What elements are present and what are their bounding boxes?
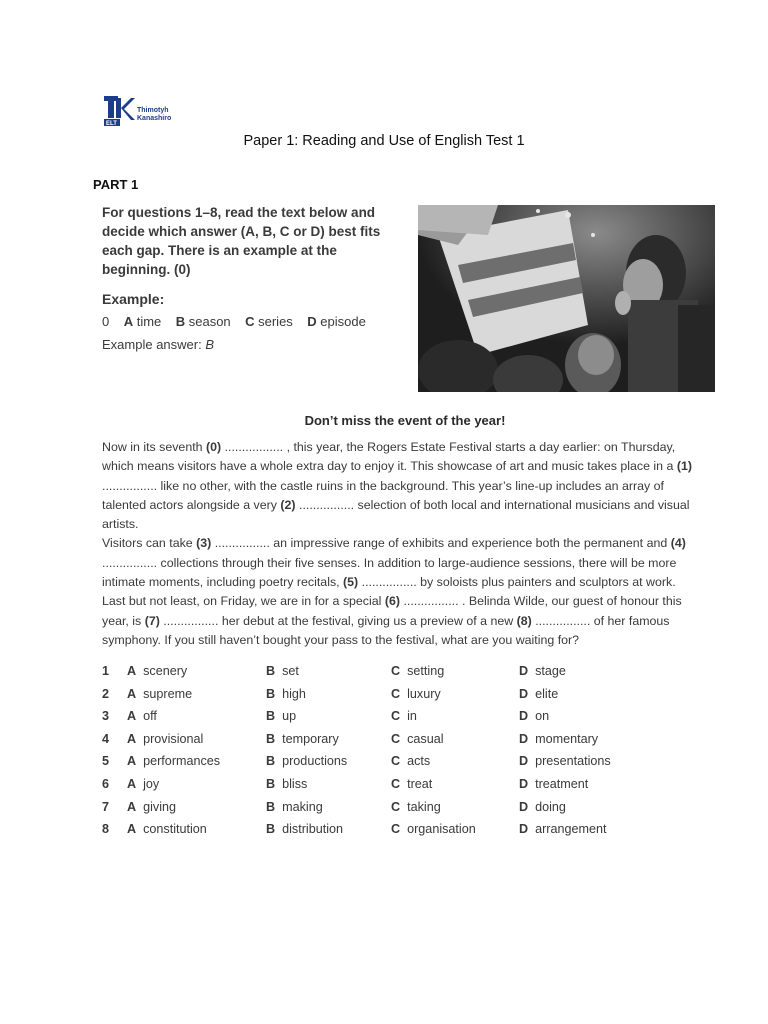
option-letter: A xyxy=(127,664,137,678)
option-letter: B xyxy=(266,664,276,678)
option-a xyxy=(127,800,176,814)
question-row xyxy=(102,687,642,710)
question-number: 3 xyxy=(102,709,110,724)
gap-number: (0) xyxy=(206,440,222,454)
article-text: Now in its seventh xyxy=(102,440,206,454)
option-letter: D xyxy=(519,822,529,837)
option-a xyxy=(127,664,187,678)
option-d xyxy=(519,777,588,791)
option-c xyxy=(391,709,417,723)
option-word: treat xyxy=(407,776,433,791)
option-letter: B xyxy=(266,822,276,837)
question-number: 1 xyxy=(102,664,110,678)
question-row xyxy=(102,664,642,687)
example-answer-value: B xyxy=(205,337,215,352)
option-word: performances xyxy=(143,754,221,769)
question-row xyxy=(102,754,642,777)
option-a xyxy=(127,822,207,836)
option-b xyxy=(266,777,307,791)
option-letter: D xyxy=(519,664,529,678)
option-word: treatment xyxy=(535,776,589,791)
option-word: provisional xyxy=(143,731,204,746)
option-c xyxy=(391,777,432,791)
gap-number: (5) xyxy=(343,575,359,590)
option-word: elite xyxy=(535,686,559,701)
option-word: momentary xyxy=(535,731,599,746)
option-d xyxy=(519,754,611,768)
option-d xyxy=(519,664,566,678)
example-word: series xyxy=(258,314,293,329)
gap-number: (2) xyxy=(280,497,296,512)
example-number: 0 xyxy=(102,314,110,329)
option-c xyxy=(391,687,441,701)
option-b xyxy=(266,709,296,723)
article-text: ................ selection of both local and international musicians and visual artists. xyxy=(102,497,690,532)
option-word: luxury xyxy=(407,686,441,701)
article-body xyxy=(102,438,702,650)
option-a xyxy=(127,754,220,768)
option-letter: B xyxy=(266,731,276,746)
option-word: setting xyxy=(407,664,445,678)
article-text: ................ collections through their five senses. In addition to large-audience sessions, there will be more intimate moments, including poetry recitals, xyxy=(102,555,677,590)
option-word: on xyxy=(535,709,550,724)
option-word: in xyxy=(407,709,417,724)
article-text: ................ by soloists plus painters and sculptors at work. Last but not least, on Friday, we are in for a special xyxy=(102,575,676,609)
option-b xyxy=(266,664,299,678)
option-letter: C xyxy=(391,754,401,769)
article-paragraph-2 xyxy=(102,534,702,650)
option-d xyxy=(519,800,566,814)
article-text: ................ her debut at the festival, giving us a preview of a new xyxy=(159,613,517,628)
option-letter: C xyxy=(391,799,401,814)
question-number: 8 xyxy=(102,822,110,837)
example-word: episode xyxy=(320,314,366,329)
option-word: arrangement xyxy=(535,822,607,837)
option-word: supreme xyxy=(143,686,193,701)
option-word: stage xyxy=(535,664,566,678)
option-word: joy xyxy=(143,776,160,791)
question-number: 2 xyxy=(102,686,110,701)
example-label: Example: xyxy=(102,291,165,307)
logo xyxy=(104,96,184,128)
option-letter: D xyxy=(519,776,529,791)
question-number: 4 xyxy=(102,731,110,746)
option-word: set xyxy=(282,664,299,678)
example-letter: B xyxy=(175,314,186,329)
option-word: constitution xyxy=(143,822,207,837)
option-word: up xyxy=(282,709,297,724)
article-text: ................ an impressive range of exhibits and experience both the permanent and xyxy=(211,536,671,551)
option-word: productions xyxy=(282,754,348,769)
gap-number: (4) xyxy=(670,536,686,551)
photo-illustration xyxy=(418,205,715,392)
answer-options xyxy=(102,664,642,845)
example-letter: A xyxy=(123,314,134,329)
option-d xyxy=(519,709,549,723)
gap-number: (7) xyxy=(144,613,160,628)
article-text: Visitors can take xyxy=(102,536,197,551)
option-d xyxy=(519,687,558,701)
question-row xyxy=(102,709,642,732)
option-letter: C xyxy=(391,776,401,791)
option-letter: C xyxy=(391,822,401,837)
option-a xyxy=(127,709,157,723)
example-word: season xyxy=(188,314,231,329)
option-c xyxy=(391,732,444,746)
option-letter: D xyxy=(519,754,529,769)
option-word: organisation xyxy=(407,822,476,837)
option-word: temporary xyxy=(282,731,339,746)
option-c xyxy=(391,800,441,814)
option-letter: D xyxy=(519,686,529,701)
option-letter: B xyxy=(266,686,276,701)
option-word: high xyxy=(282,686,306,701)
option-letter: A xyxy=(127,731,137,746)
option-word: making xyxy=(282,799,323,814)
option-b xyxy=(266,732,339,746)
option-a xyxy=(127,687,192,701)
option-word: off xyxy=(143,709,157,724)
logo-name-line1: Thimotyh xyxy=(137,107,169,114)
option-letter: D xyxy=(519,799,529,814)
option-letter: A xyxy=(127,776,137,791)
option-letter: A xyxy=(127,686,137,701)
option-c xyxy=(391,664,444,678)
option-word: scenery xyxy=(143,664,188,678)
article-text: ................ of her famous symphony. If you still haven’t bought your pass to the festival, what are you waiting for? xyxy=(102,613,670,647)
article-text: ................ . Belinda Wilde, our guest of honour this year, is xyxy=(102,594,682,628)
logo-name-line2: Kanashiro xyxy=(137,115,172,122)
festival-photo xyxy=(418,205,715,392)
option-word: distribution xyxy=(282,822,344,837)
example-word: time xyxy=(136,314,162,329)
article-title: Don’t miss the event of the year! xyxy=(304,413,506,428)
question-row xyxy=(102,732,642,755)
example-options xyxy=(102,314,366,329)
gap-number: (3) xyxy=(196,536,212,551)
question-number: 7 xyxy=(102,799,110,814)
option-word: acts xyxy=(407,754,431,769)
option-letter: B xyxy=(266,754,276,769)
gap-number: (6) xyxy=(384,594,400,609)
gap-number: (1) xyxy=(676,459,692,474)
instructions: For questions 1–8, read the text below and decide which answer (A, B, C or D) best fits each gap. There is an example at the beginning. (0) xyxy=(102,205,381,277)
option-a xyxy=(127,732,203,746)
option-letter: A xyxy=(127,799,137,814)
gap-number: (8) xyxy=(516,613,532,628)
example-answer-label: Example answer: xyxy=(102,337,202,352)
article-text: ................ like no other, with the castle ruins in the background. This year’s line-up includes an array of talented actors alongside a very xyxy=(102,478,665,512)
question-row xyxy=(102,777,642,800)
option-letter: A xyxy=(127,822,137,837)
option-letter: C xyxy=(391,709,401,724)
option-d xyxy=(519,822,607,836)
article-text: ................. , this year, the Rogers Estate Festival starts a day earlier: on Thursday, which means visitors have a whole extra day to enjoy it. This showcase of art and music takes place in a xyxy=(102,440,677,474)
question-number: 6 xyxy=(102,776,110,791)
question-row xyxy=(102,822,642,845)
option-letter: B xyxy=(266,776,276,791)
option-d xyxy=(519,732,598,746)
option-word: doing xyxy=(535,799,566,814)
option-word: taking xyxy=(407,799,441,814)
question-row xyxy=(102,800,642,823)
option-letter: B xyxy=(266,799,276,814)
option-letter: C xyxy=(391,731,401,746)
part-heading: PART 1 xyxy=(93,177,139,192)
option-b xyxy=(266,754,347,768)
option-b xyxy=(266,800,323,814)
example-letter: C xyxy=(245,314,255,329)
option-b xyxy=(266,687,306,701)
option-letter: D xyxy=(519,731,529,746)
option-c xyxy=(391,822,476,836)
question-number: 5 xyxy=(102,754,110,769)
option-letter: C xyxy=(391,664,401,678)
option-word: casual xyxy=(407,731,444,746)
example-answer xyxy=(102,337,214,352)
option-letter: B xyxy=(266,709,276,724)
svg-text:ELT: ELT xyxy=(106,121,117,127)
option-a xyxy=(127,777,159,791)
option-letter: A xyxy=(127,754,137,769)
option-letter: C xyxy=(391,686,401,701)
option-c xyxy=(391,754,430,768)
option-word: presentations xyxy=(535,754,611,769)
article-paragraph-1 xyxy=(102,438,702,534)
option-letter: A xyxy=(127,709,137,724)
option-word: bliss xyxy=(282,776,308,791)
page-title: Paper 1: Reading and Use of English Test 1 xyxy=(243,133,525,149)
option-letter: D xyxy=(519,709,529,724)
option-b xyxy=(266,822,343,836)
option-word: giving xyxy=(143,799,177,814)
example-letter: D xyxy=(307,314,317,329)
